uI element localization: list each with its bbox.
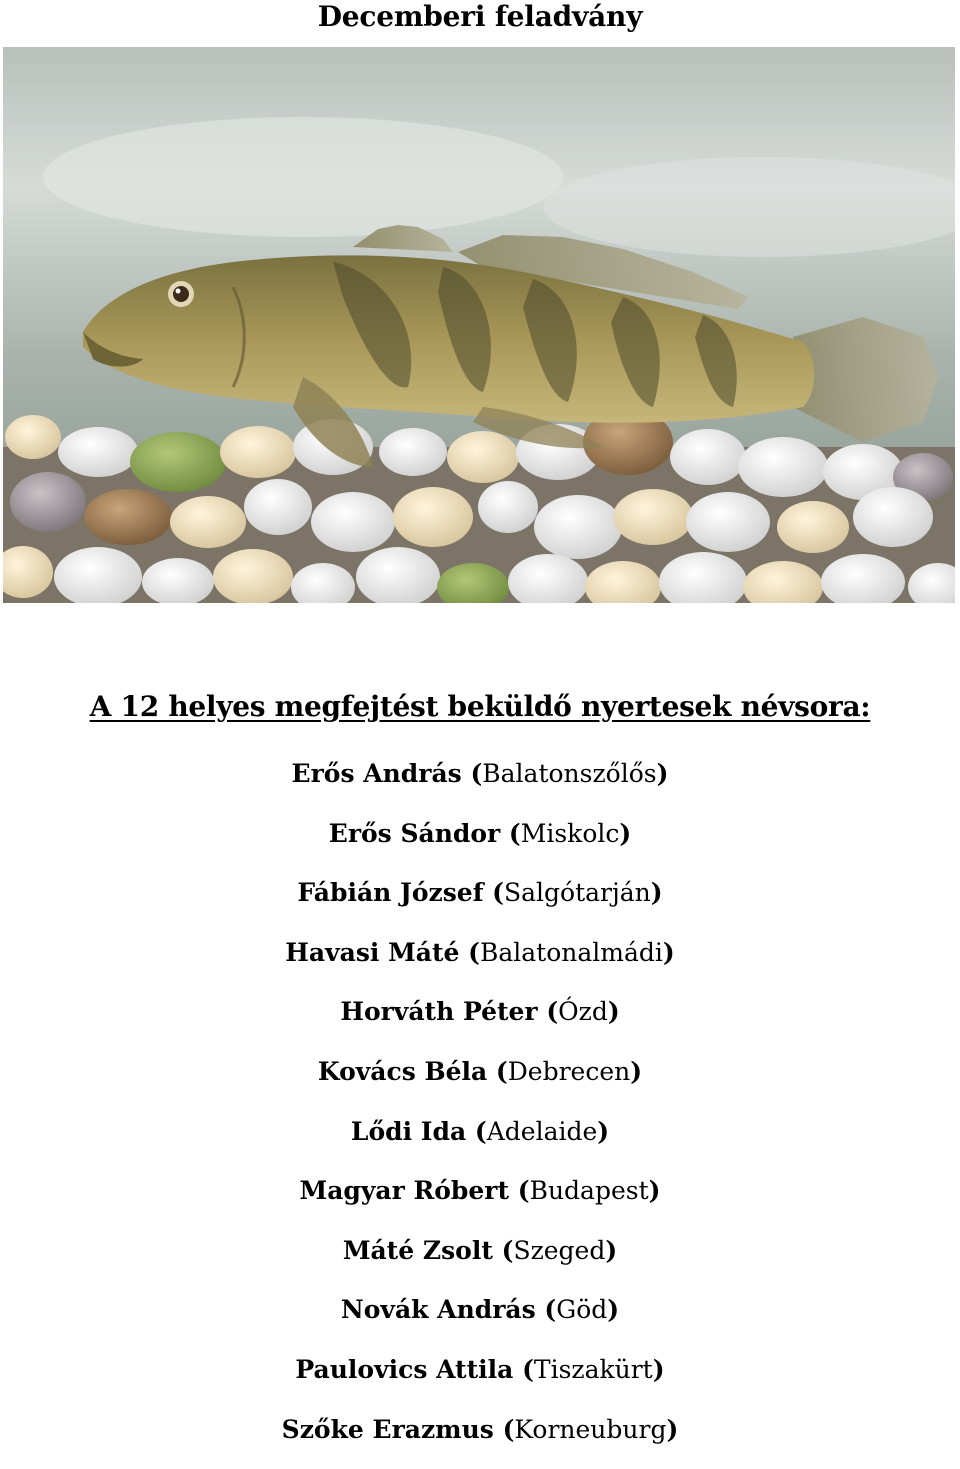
open-paren: ( [466, 1116, 487, 1146]
winner-name: Szőke Erazmus [281, 1414, 494, 1444]
winner-city: Szeged [513, 1235, 606, 1265]
open-paren: ( [492, 1235, 514, 1265]
winner-city: Debrecen [507, 1056, 631, 1086]
open-paren: ( [535, 1295, 557, 1325]
fish-photo [3, 47, 955, 603]
winner-list-item [0, 1350, 960, 1410]
winner-city: Miskolc [520, 818, 620, 848]
winner-list-item [0, 933, 960, 993]
open-paren: ( [537, 997, 559, 1027]
close-paren: ) [650, 878, 663, 908]
winner-list-item [0, 1052, 960, 1112]
winner-city: Balatonalmádi [479, 937, 663, 967]
close-paren: ) [619, 818, 632, 848]
close-paren: ) [666, 1414, 679, 1444]
close-paren: ) [648, 1176, 661, 1206]
winner-list-item [0, 814, 960, 874]
close-paren: ) [607, 1295, 620, 1325]
winners-heading: A 12 helyes megfejtést beküldő nyertesek névsora: [89, 690, 871, 723]
close-paren: ) [605, 1235, 618, 1265]
winner-name: Paulovics Attila [295, 1354, 514, 1384]
winner-name: Horváth Péter [340, 997, 538, 1027]
close-paren: ) [662, 937, 675, 967]
winner-name: Kovács Béla [317, 1056, 488, 1086]
open-paren: ( [483, 878, 505, 908]
open-paren: ( [461, 759, 483, 788]
winner-list [0, 754, 960, 1469]
open-paren: ( [513, 1354, 534, 1384]
winner-name: Máté Zsolt [342, 1235, 493, 1265]
winner-city: Korneuburg [514, 1414, 667, 1444]
winner-city: Göd [556, 1295, 608, 1325]
open-paren: ( [487, 1056, 508, 1086]
winner-list-item [0, 992, 960, 1052]
winner-list-item [0, 1112, 960, 1172]
open-paren: ( [500, 818, 521, 848]
winner-name: Erős András [291, 759, 462, 788]
winner-list-item [0, 873, 960, 933]
winner-list-item [0, 1410, 960, 1469]
close-paren: ) [607, 997, 620, 1027]
winner-city: Salgótarján [504, 878, 651, 908]
close-paren: ) [652, 1354, 665, 1384]
winner-list-item [0, 1171, 960, 1231]
winner-city: Tiszakürt [533, 1354, 653, 1384]
open-paren: ( [459, 937, 480, 967]
winner-city: Balatonszőlős [482, 759, 657, 788]
page-title: Decemberi feladvány [317, 0, 643, 33]
close-paren: ) [656, 759, 669, 788]
winner-list-item [0, 754, 960, 814]
winner-list-item [0, 1231, 960, 1291]
winner-city: Adelaide [486, 1116, 598, 1146]
water-haze [43, 117, 563, 237]
winner-name: Havasi Máté [285, 937, 460, 967]
winner-city: Ózd [558, 997, 608, 1027]
winner-name: Erős Sándor [328, 818, 501, 848]
winner-name: Novák András [340, 1295, 536, 1325]
close-paren: ) [630, 1056, 643, 1086]
winner-city: Budapest [529, 1176, 649, 1206]
winner-name: Fábián József [297, 878, 484, 908]
open-paren: ( [493, 1414, 515, 1444]
winner-name: Lődi Ida [350, 1116, 467, 1146]
close-paren: ) [597, 1116, 610, 1146]
winner-list-item [0, 1290, 960, 1350]
winner-name: Magyar Róbert [299, 1176, 510, 1206]
open-paren: ( [509, 1176, 530, 1206]
